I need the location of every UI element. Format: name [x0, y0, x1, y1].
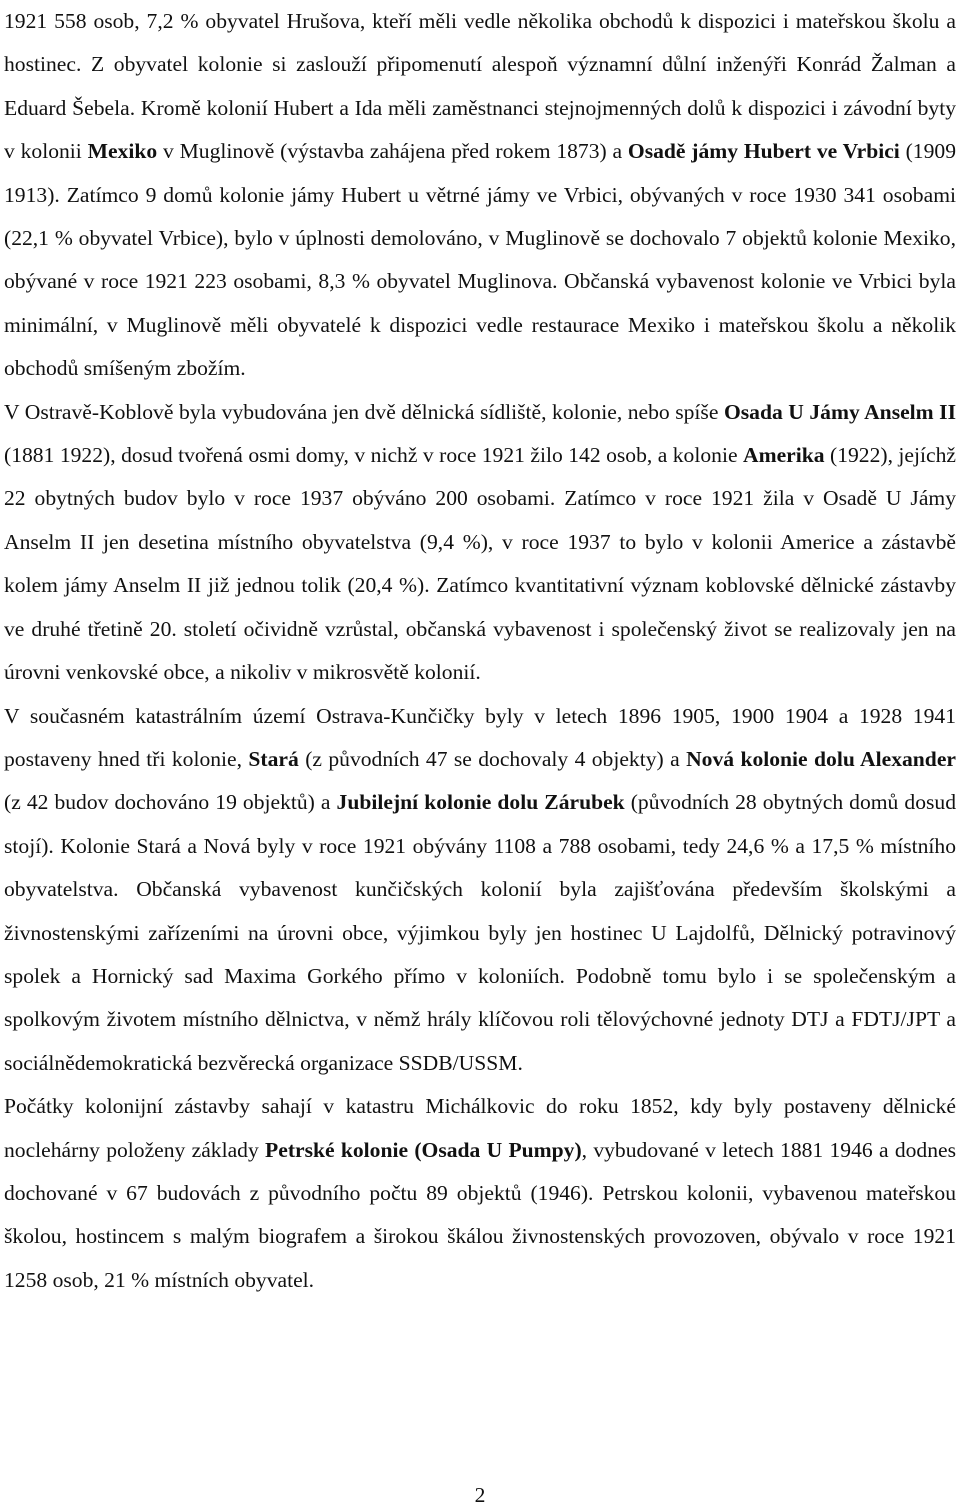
page-number: 2 — [474, 1483, 486, 1507]
paragraph-colonies-hrusov-muglinov: 1921 558 osob, 7,2 % obyvatel Hrušova, kteří měli vedle několika obchodů k dispozici i mateřskou školu a hostinec. Z obyvatel kolonie si zaslouží připomenutí alespoň významní důlní inženýři Konrád Žalman a Eduard Šebela. Kromě kolonií Hubert a Ida měli zaměstnanci stejnojmenných dolů k dispozici i závodní byty v kolonii Mexiko v Muglinově (výstavba zahájena před rokem 1873) a Osadě jámy Hubert ve Vrbici (1909 1913). Zatímco 9 domů kolonie jámy Hubert u větrné jámy ve Vrbici, obývaných v roce 1930 341 osobami (22,1 % obyvatel Vrbice), bylo v úplnosti demolováno, v Muglinově se dochovalo 7 objektů kolonie Mexiko, obývané v roce 1921 223 osobami, 8,3 % obyvatel Muglinova. Občanská vybavenost kolonie ve Vrbici byla minimální, v Muglinově měli obyvatelé k dispozici vedle restaurace Mexiko i mateřskou školu a několik obchodů smíšeným zbožím. — [4, 9, 956, 381]
bold-nova-kolonie: Nová kolonie dolu Alexander — [686, 746, 956, 771]
paragraph-kuncicky: V současném katastrálním území Ostrava-Kunčičky byly v letech 1896 1905, 1900 1904 a 1928 1941 postaveny hned tři kolonie, Stará (z původních 47 se dochovaly 4 objekty) a Nová kolonie dolu Alexander (z 42 budov dochováno 19 objektů) a Jubilejní kolonie dolu Zárubek (původních 28 obytných domů dosud stojí). Kolonie Stará a Nová byly v roce 1921 obývány 1108 a 788 osobami, tedy 24,6 % a 17,5 % místního obyvatelstva. Občanská vybavenost kunčičských kolonií byla zajišťována především školskými a živnostenskými zařízeními na úrovni obce, výjimkou byly jen hostinec U Lajdolfů, Dělnický potravinový spolek a Hornický sad Maxima Gorkého přímo v koloniích. Podobně tomu bylo i se společenským a spolkovým životem místního dělnictva, v němž hrály klíčovou roli tělovýchovné jednoty DTJ a FDTJ/JPT a sociálnědemokratická bezvěrecká organizace SSDB/USSM. — [4, 703, 956, 1075]
bold-osada-anselm: Osada U Jámy Anselm II — [723, 399, 956, 424]
bold-petrska-kolonie: Petrské kolonie (Osada U Pumpy) — [265, 1137, 582, 1162]
bold-jubilejni-kolonie: Jubilejní kolonie dolu Zárubek — [336, 790, 625, 815]
paragraph-koblov: V Ostravě-Koblově byla vybudována jen dvě dělnická sídliště, kolonie, nebo spíše Osada U Jámy Anselm II (1881 1922), dosud tvořená osmi domy, v nichž v roce 1921 žilo 142 osob, a kolonie Amerika (1922), jejíchž 22 obytných budov bylo v roce 1937 obýváno 200 osobami. Zatímco v roce 1921 žila v Osadě U Jámy Anselm II jen desetina místního obyvatelstva (9,4 %), v roce 1937 to bylo v kolonii Americe a zástavbě kolem jámy Anselm II již jednou tolik (20,4 %). Zatímco kvantitativní význam koblovské dělnické zástavby ve druhé třetině 20. století očividně vzrůstal, občanská vybavenost i společenský život se realizovaly jen na úrovni venkovské obce, a nikoliv v mikrosvětě kolonií. — [4, 399, 956, 685]
bold-stara: Stará — [248, 746, 299, 771]
bold-osada-hubert: Osadě jámy Hubert ve Vrbici — [627, 139, 900, 164]
body-text — [4, 0, 956, 1302]
paragraph-michalkovice: Počátky kolonijní zástavby sahají v katastru Michálkovic do roku 1852, kdy byly postaveny dělnické noclehárny položeny základy Petrské kolonie (Osada U Pumpy), vybudované v letech 1881 1946 a dodnes dochované v 67 budovách z původního počtu 89 objektů (1946). Petrskou kolonii, vybavenou mateřskou školou, hostincem s malým biografem a širokou škálou živnostenských provozoven, obývalo v roce 1921 1258 osob, 21 % místních obyvatel. — [4, 1094, 956, 1292]
bold-amerika: Amerika — [742, 443, 825, 468]
bold-mexiko: Mexiko — [87, 139, 158, 164]
